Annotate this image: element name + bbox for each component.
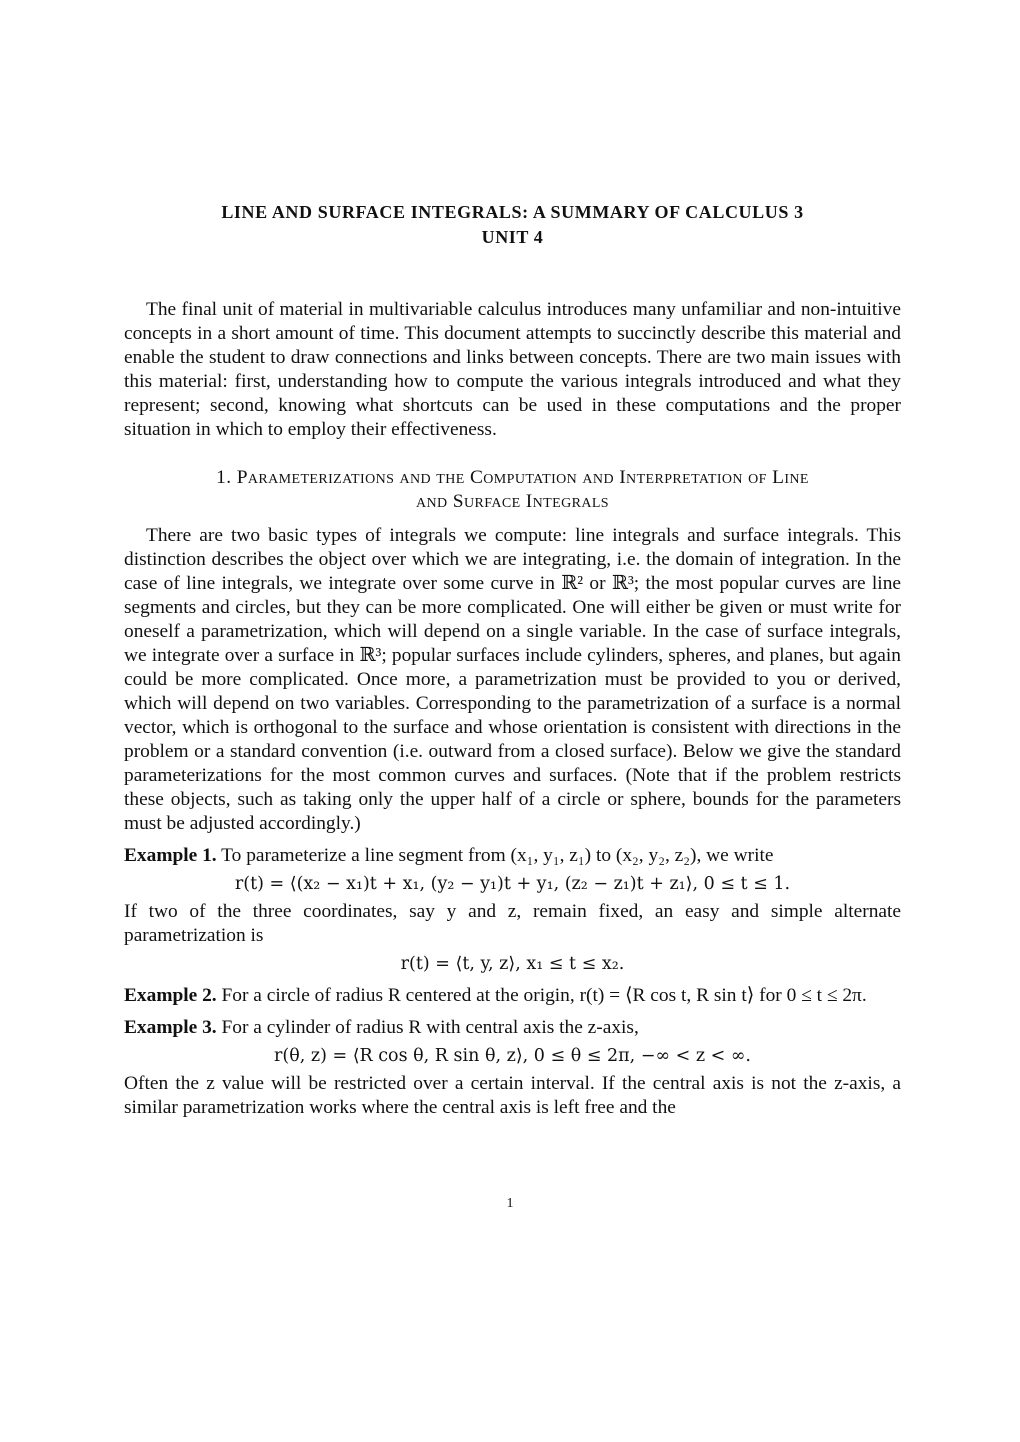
example-1-text: To parameterize a line segment from (x₁, y₁, z₁) to (x₂, y₂, z₂), we write	[221, 845, 774, 866]
example-3-text: For a cylinder of radius R with central axis the z-axis,	[221, 1017, 639, 1038]
section-1-heading	[124, 466, 901, 514]
page-number: 1	[506, 1196, 514, 1211]
document-page	[124, 200, 901, 1120]
section-1-heading-line-1: 1. Parameterizations and the Computation and Interpretation of Line	[216, 467, 809, 488]
example-1-equation-1: r(t) = ⟨(x₂ − x₁)t + x₁, (y₂ − y₁)t + y₁, (z₂ − z₁)t + z₁⟩, 0 ≤ t ≤ 1.	[234, 874, 791, 894]
example-1	[124, 844, 901, 976]
document-title	[124, 200, 901, 250]
example-2-text: For a circle of radius R centered at the origin, r(t) = ⟨R cos t, R sin t⟩ for 0 ≤ t ≤ 2π.	[221, 985, 867, 1006]
example-3-equation: r(θ, z) = ⟨R cos θ, R sin θ, z⟩, 0 ≤ θ ≤ 2π, −∞ < z < ∞.	[274, 1046, 751, 1066]
example-2	[124, 984, 901, 1008]
example-3-after-text: Often the z value will be restricted over a certain interval. If the central axis is not the z-axis, a similar parametrization works where the central axis is left free and the	[124, 1073, 901, 1118]
title-line-1: LINE AND SURFACE INTEGRALS: A SUMMARY OF CALCULUS 3	[221, 202, 804, 222]
section-1-paragraph: There are two basic types of integrals we compute: line integrals and surface integrals. This distinction describes the object over which we are integrating, i.e. the domain of integration. In the case of line integrals, we integrate over some curve in ℝ² or ℝ³; the most popular curves are line segments and circles, but they can be more complicated. One will either be given or must write for oneself a parametrization, which will depend on a single variable. In the case of surface integrals, we integrate over a surface in ℝ³; popular surfaces include cylinders, spheres, and planes, but again could be more complicated. Once more, a parametrization must be provided to you or derived, which will depend on two variables. Corresponding to the parametrization of a surface is a normal vector, which is orthogonal to the surface and whose orientation is consistent with directions in the problem or a standard convention (i.e. outward from a closed surface). Below we give the standard parameterizations for the most common curves and surfaces. (Note that if the problem restricts these objects, such as taking only the upper half of a circle or sphere, bounds for the parameters must be adjusted accordingly.)	[124, 525, 901, 834]
intro-paragraph: The final unit of material in multivariable calculus introduces many unfamiliar and non-intuitive concepts in a short amount of time. This document attempts to succinctly describe this material and enable the student to draw connections and links between concepts. There are two main issues with this material: first, understanding how to compute the various integrals introduced and what they represent; second, knowing what shortcuts can be used in these computations and the proper situation in which to employ their effectiveness.	[124, 299, 901, 440]
example-1-equation-2: r(t) = ⟨t, y, z⟩, x₁ ≤ t ≤ x₂.	[400, 954, 625, 974]
example-3-label: Example 3.	[124, 1017, 217, 1038]
example-1-label: Example 1.	[124, 845, 217, 866]
example-2-label: Example 2.	[124, 985, 217, 1006]
section-1-heading-line-2: and Surface Integrals	[416, 491, 609, 512]
example-1-after-text: If two of the three coordinates, say y and z, remain fixed, an easy and simple alternate parametrization is	[124, 901, 901, 946]
example-3	[124, 1016, 901, 1120]
title-line-2: UNIT 4	[481, 227, 544, 247]
